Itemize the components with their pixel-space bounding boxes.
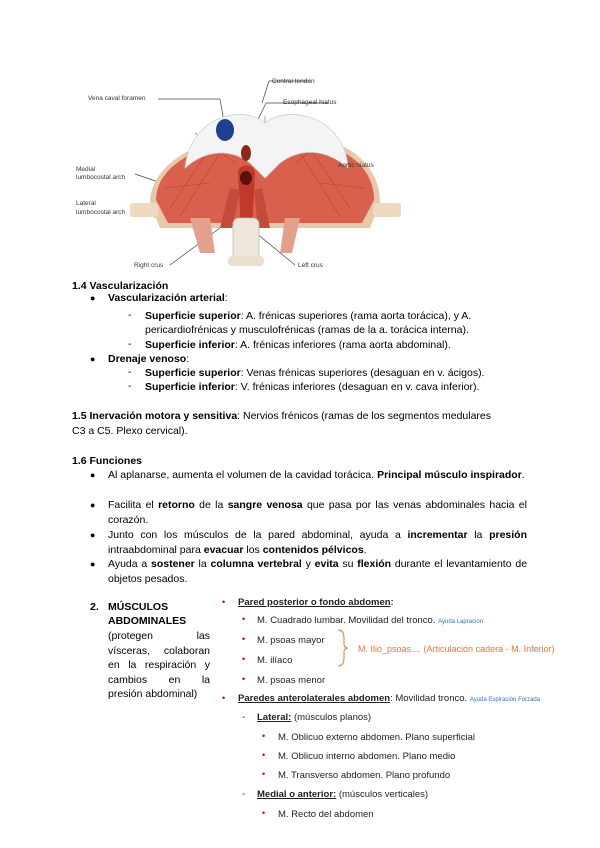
antero-title: Paredes anterolaterales abdomen bbox=[238, 693, 391, 704]
diaphragm-figure bbox=[70, 78, 530, 273]
bullet-icon: • bbox=[222, 597, 226, 607]
function-4-d: su bbox=[342, 558, 354, 570]
venous-label: Drenaje venoso bbox=[108, 353, 187, 365]
lateral-item-2: M. Oblicuo interno abdomen. Plano medio bbox=[278, 751, 456, 762]
function-3-a: Junto con los músculos de la pared abdominal, ayuda a bbox=[108, 529, 401, 541]
section-1-4-title: 1.4 Vascularización bbox=[72, 280, 169, 292]
label-medial-arch-2: lumbocostal arch bbox=[76, 174, 126, 181]
function-3-c: intraabdominal para bbox=[108, 543, 201, 556]
label-medial-arch-1: Medial bbox=[76, 166, 96, 173]
label-central-tendon: Central tendon bbox=[272, 78, 315, 85]
function-3-b: la bbox=[474, 529, 483, 541]
bullet-icon: ● bbox=[90, 500, 96, 510]
dash-icon: - bbox=[242, 712, 246, 723]
vsup-text: : Venas frénicas superiores (desaguan en v. ácigos). bbox=[240, 367, 485, 379]
arterial-colon: : bbox=[224, 292, 228, 304]
dash-icon: - bbox=[128, 366, 132, 378]
lateral-title: Lateral: bbox=[257, 712, 292, 723]
function-4-a: Ayuda a bbox=[108, 558, 148, 570]
venous-inf-line bbox=[145, 380, 479, 395]
vinf-text: : V. frénicas inferiores (desaguan en v. cava inferior). bbox=[234, 381, 480, 393]
diaphragm-illustration bbox=[70, 78, 530, 273]
label-lateral-arch-2: lumbocostal arch bbox=[76, 209, 126, 216]
function-2-bold-2: sangre venosa bbox=[227, 499, 303, 511]
section-2-desc-line: presión abdominal) bbox=[108, 688, 198, 700]
section-2-desc-line: cambios en la bbox=[108, 673, 210, 686]
function-3-bold-3: evacuar bbox=[203, 543, 244, 556]
iliopsoas-note-line bbox=[358, 643, 555, 656]
dash-icon: - bbox=[128, 380, 132, 392]
function-3-bold-4: contenidos pélvicos bbox=[262, 543, 364, 556]
function-1-end: . bbox=[521, 469, 525, 481]
bullet-icon: • bbox=[242, 614, 246, 624]
section-1-6-title: 1.6 Funciones bbox=[72, 455, 143, 467]
vinf-label: Superficie inferior bbox=[145, 381, 235, 393]
dash-icon: - bbox=[242, 789, 246, 800]
function-1-bold: Principal músculo bbox=[377, 469, 468, 481]
medial-item-1: M. Recto del abdomen bbox=[278, 809, 374, 820]
function-2-bold-1: retorno bbox=[158, 499, 195, 511]
venous-sup-line bbox=[145, 366, 484, 381]
bullet-icon: • bbox=[242, 654, 246, 664]
venous-line bbox=[108, 352, 189, 367]
section-1-5-line-1 bbox=[72, 409, 527, 424]
bullet-icon: ● bbox=[90, 293, 96, 303]
bullet-icon: • bbox=[262, 731, 266, 741]
function-3-bold-1: incrementar bbox=[407, 529, 468, 541]
function-2-a: Facilita el bbox=[108, 499, 154, 511]
bullet-icon: • bbox=[242, 634, 246, 644]
function-3 bbox=[108, 528, 527, 557]
section-2-title-1: MÚSCULOS bbox=[108, 601, 169, 613]
posterior-item-3: M. ilíaco bbox=[257, 655, 293, 666]
lateral-item-1: M. Oblicuo externo abdomen. Plano superficial bbox=[278, 732, 475, 743]
section-2-desc-line: (protegen las bbox=[108, 630, 210, 642]
function-1-text: Al aplanarse, aumenta el volumen de la cavidad torácica. bbox=[108, 469, 375, 481]
function-1-bold-2: inspirador bbox=[470, 469, 522, 481]
inf-label: Superficie inferior bbox=[145, 339, 235, 351]
arterial-label: Vascularización arterial bbox=[108, 292, 225, 304]
label-right-crus: Right crus bbox=[134, 262, 164, 269]
section-2-title-2: ABDOMINALES bbox=[108, 615, 187, 627]
bullet-icon: ● bbox=[90, 530, 96, 540]
function-2-b: de la bbox=[199, 499, 224, 511]
function-3-bold-2: presión bbox=[489, 529, 527, 541]
function-4-f: de objetos pesados. bbox=[108, 558, 528, 585]
bullet-icon: • bbox=[262, 769, 266, 779]
label-aortic-hiatus: Aortic hiatus bbox=[338, 162, 374, 169]
function-4-b: la bbox=[198, 558, 207, 570]
arterial-inf-line bbox=[145, 338, 451, 353]
posterior-title: Pared posterior o fondo abdomen bbox=[238, 597, 391, 608]
lateral-text: (músculos planos) bbox=[293, 712, 372, 723]
section-2-desc bbox=[108, 629, 210, 702]
antero-note: Ayuda Espiración Forzada bbox=[469, 697, 541, 703]
antero-text: : Movilidad tronco. bbox=[390, 693, 468, 704]
section-1-5-text-1: : Nervios frénicos (ramas de los segmentos medulares bbox=[237, 410, 492, 422]
bullet-icon: ● bbox=[90, 559, 96, 569]
lateral-heading bbox=[257, 711, 371, 724]
sup-label: Superficie superior bbox=[145, 310, 241, 322]
posterior-note: Ayuda Lapración bbox=[438, 619, 484, 625]
function-4-bold-2: columna vertebral bbox=[210, 558, 302, 570]
function-3-d: los bbox=[246, 543, 260, 556]
function-4-bold-1: sostener bbox=[150, 558, 195, 570]
medial-text: (músculos verticales) bbox=[338, 789, 429, 800]
function-3-e: . bbox=[363, 543, 367, 556]
iliopsoas-note: (Articulación cadera - M. Inferior) bbox=[423, 644, 555, 654]
bullet-icon: ● bbox=[90, 354, 96, 364]
posterior-item-2: M. psoas mayor bbox=[257, 635, 325, 646]
function-4-c: y bbox=[305, 558, 311, 570]
medial-title: Medial o anterior: bbox=[257, 789, 337, 800]
section-2-number: 2. bbox=[90, 601, 99, 613]
function-2 bbox=[108, 498, 527, 527]
function-4-e: durante el levantamiento bbox=[394, 558, 512, 570]
dash-icon: - bbox=[128, 309, 132, 321]
vsup-label: Superficie superior bbox=[145, 367, 241, 379]
medial-heading bbox=[257, 788, 428, 801]
posterior-item-4: M. psoas menor bbox=[257, 675, 326, 686]
section-1-5-line-2: C3 a C5. Plexo cervical). bbox=[72, 425, 188, 437]
label-left-crus: Left crus bbox=[298, 262, 323, 269]
label-vena-cava: Vena caval foramen bbox=[88, 95, 146, 102]
bullet-icon: • bbox=[222, 693, 226, 703]
bullet-icon: • bbox=[262, 750, 266, 760]
arterial-sup-line bbox=[145, 309, 527, 324]
function-2-d: el corazón. bbox=[108, 499, 527, 526]
antero-heading bbox=[238, 692, 540, 707]
section-1-5-title: 1.5 Inervación motora y sensitiva bbox=[72, 410, 238, 422]
posterior-item-1-text: M. Cuadrado lumbar. Movilidad del tronco. bbox=[257, 615, 436, 626]
posterior-heading bbox=[238, 596, 394, 609]
section-2-desc-line: en la respiración y bbox=[108, 659, 210, 671]
section-2-desc-line: vísceras, colaboran bbox=[108, 644, 210, 657]
label-lateral-arch-1: Lateral bbox=[76, 200, 96, 207]
inf-text: : A. frénicas inferiores (rama aorta abdominal). bbox=[234, 339, 451, 351]
dash-icon: - bbox=[128, 338, 132, 350]
bullet-icon: • bbox=[242, 674, 246, 684]
function-4 bbox=[108, 557, 527, 586]
bullet-icon: ● bbox=[90, 470, 96, 480]
brace-icon bbox=[336, 628, 350, 668]
posterior-item-1 bbox=[257, 614, 483, 629]
arterial-sup-line-2: pericardiofrénicas y musculofrénicas (ramas de la a. torácica interna). bbox=[145, 324, 469, 336]
posterior-colon: : bbox=[390, 597, 394, 608]
function-2-c: que pasa por las venas abdominales hacia bbox=[306, 499, 515, 511]
arterial-line bbox=[108, 291, 228, 306]
iliopsoas-title: M. Ilio_psoas.... bbox=[358, 644, 422, 654]
venous-colon: : bbox=[186, 353, 190, 365]
bullet-icon: • bbox=[262, 808, 266, 818]
function-1 bbox=[108, 468, 527, 483]
lateral-item-3: M. Transverso abdomen. Plano profundo bbox=[278, 770, 451, 781]
label-esophageal-hiatus: Esophageal hiatus bbox=[283, 99, 337, 106]
sup-text-1: : A. frénicas superiores (rama aorta torácica), y A. bbox=[240, 310, 472, 322]
function-4-bold-3: evita bbox=[314, 558, 339, 570]
function-4-bold-4: flexión bbox=[357, 558, 392, 570]
